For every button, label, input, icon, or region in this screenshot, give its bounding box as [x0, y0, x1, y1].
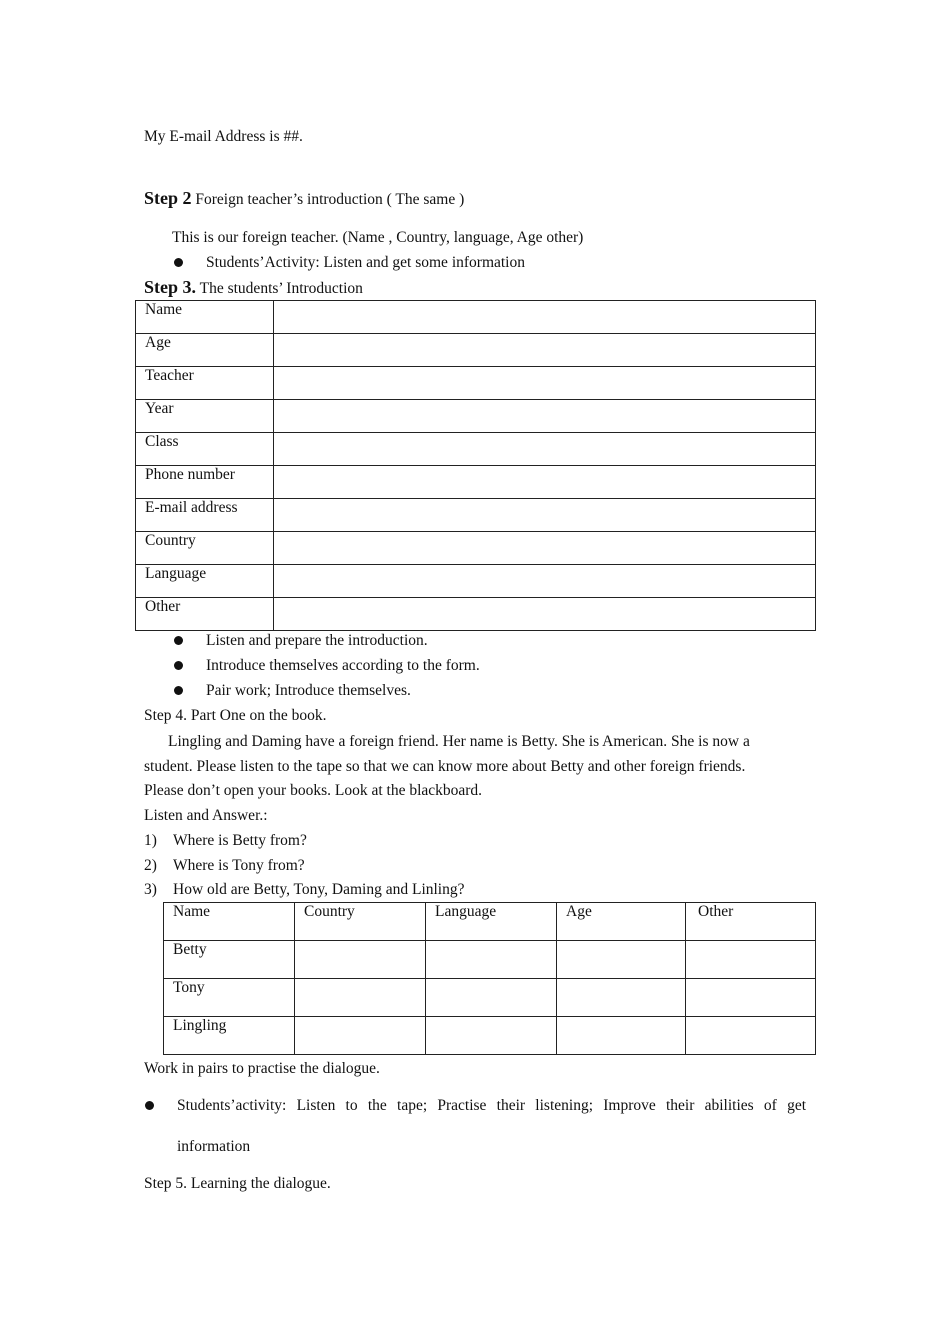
- table-cell: [426, 1017, 557, 1055]
- form-field: [274, 598, 816, 631]
- step2-label: Step 2: [144, 188, 192, 208]
- table-header-cell: Country: [295, 903, 426, 941]
- form-field: [274, 334, 816, 367]
- step2-heading: [144, 188, 464, 209]
- question-text: Where is Tony from?: [173, 857, 305, 874]
- step3-bullet-3: Pair work; Introduce themselves.: [206, 682, 411, 699]
- form-label: Phone number: [136, 466, 274, 499]
- table-cell: [686, 979, 816, 1017]
- listen-answer-label: Listen and Answer.:: [144, 807, 268, 824]
- question-text: How old are Betty, Tony, Daming and Linling?: [173, 881, 465, 898]
- form-label: Language: [136, 565, 274, 598]
- form-label: Class: [136, 433, 274, 466]
- step3-bullet-1: Listen and prepare the introduction.: [206, 632, 428, 649]
- form-label: Other: [136, 598, 274, 631]
- question-number: 3): [144, 881, 157, 898]
- step2-intro: This is our foreign teacher. (Name , Country, language, Age other): [172, 229, 584, 246]
- table-cell: [686, 941, 816, 979]
- table-cell: [557, 979, 686, 1017]
- table-header-cell: Age: [557, 903, 686, 941]
- bullet-icon: [174, 686, 183, 695]
- table-cell: [426, 979, 557, 1017]
- table-cell: [686, 1017, 816, 1055]
- table-cell: [295, 979, 426, 1017]
- table-cell: [295, 941, 426, 979]
- table-header-cell: Other: [686, 903, 816, 941]
- question-text: Where is Betty from?: [173, 832, 307, 849]
- step4-para-line-2: student. Please listen to the tape so that we can know more about Betty and other foreign friends.: [144, 758, 746, 775]
- activity-line-1: Students’activity: Listen to the tape; Practise their listening; Improve their abilities of get: [177, 1097, 806, 1114]
- form-field: [274, 466, 816, 499]
- bullet-icon: [145, 1101, 154, 1110]
- form-field: [274, 367, 816, 400]
- table-cell: [557, 1017, 686, 1055]
- step3-bullet-2: Introduce themselves according to the form.: [206, 657, 480, 674]
- pair-work-line: Work in pairs to practise the dialogue.: [144, 1060, 380, 1077]
- form-field: [274, 433, 816, 466]
- step4-para-line-3: Please don’t open your books. Look at the blackboard.: [144, 782, 483, 799]
- question-number: 1): [144, 832, 157, 849]
- table-cell: [426, 941, 557, 979]
- bullet-icon: [174, 661, 183, 670]
- form-field: [274, 565, 816, 598]
- bullet-icon: [174, 258, 183, 267]
- table-cell: [295, 1017, 426, 1055]
- form-field: [274, 499, 816, 532]
- table-cell: [557, 941, 686, 979]
- table-header-cell: Name: [164, 903, 295, 941]
- form-label: Country: [136, 532, 274, 565]
- step4-heading: Step 4. Part One on the book.: [144, 707, 327, 724]
- form-field: [274, 301, 816, 334]
- step3-heading: [144, 277, 363, 298]
- table-row-name: Lingling: [164, 1017, 295, 1055]
- form-label: Year: [136, 400, 274, 433]
- form-field: [274, 532, 816, 565]
- form-label: Name: [136, 301, 274, 334]
- step3-title: The students’ Introduction: [199, 280, 363, 297]
- friends-info-table: [163, 902, 816, 1055]
- step4-para-line-1: Lingling and Daming have a foreign friend. Her name is Betty. She is American. She is now a: [168, 733, 750, 750]
- step3-label: Step 3.: [144, 277, 197, 297]
- form-field: [274, 400, 816, 433]
- form-label: E-mail address: [136, 499, 274, 532]
- step5-heading: Step 5. Learning the dialogue.: [144, 1175, 331, 1192]
- question-number: 2): [144, 857, 157, 874]
- bullet-icon: [174, 636, 183, 645]
- step2-bullet-text: Students’Activity: Listen and get some information: [206, 254, 525, 271]
- table-row-name: Betty: [164, 941, 295, 979]
- table-header-cell: Language: [426, 903, 557, 941]
- table-row-name: Tony: [164, 979, 295, 1017]
- student-intro-form: [135, 300, 816, 631]
- activity-line-2: information: [177, 1138, 251, 1155]
- email-line: My E-mail Address is ##.: [144, 128, 303, 145]
- form-label: Teacher: [136, 367, 274, 400]
- step2-title: Foreign teacher’s introduction ( The same ): [195, 191, 465, 208]
- form-label: Age: [136, 334, 274, 367]
